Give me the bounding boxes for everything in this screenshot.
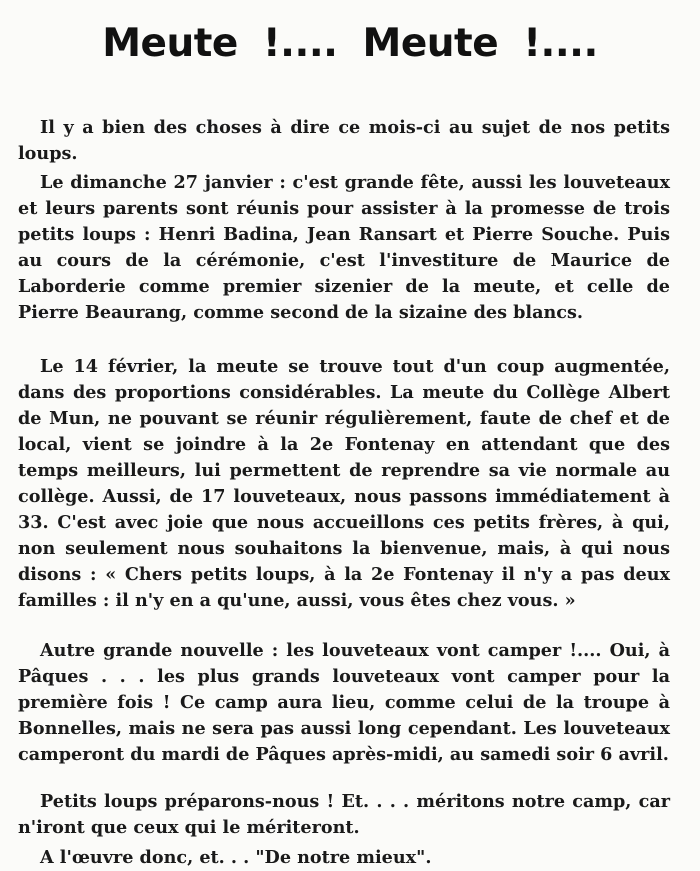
page-title: Meute !.... Meute !.... [102,21,598,66]
paragraph-closing: A l'œuvre donc, et. . . "De notre mieux". [40,846,432,868]
paragraph-preparation: Petits loups préparons-nous ! Et. . . . méritons notre camp, car n'iront que ceux qui le mériteront. [18,790,670,838]
paragraph-pack-merger: Le 14 février, la meute se trouve tout d'un coup augmentée, dans des proportions considérables. La meute du Collège Albert de Mun, ne pouvant se réunir régulièrement, faute de chef et de local, vient se joindre à la 2e Fontenay en attendant que des temps meilleurs, lui permettent de reprendre sa vie normale au collège. Aussi, de 17 louveteaux, nous passons immédiatement à 33. C'est avec joie que nous accueillons ces petits frères, à qui, non seulement nous souhaitons la bienvenue, mais, à qui nous disons : « Chers petits loups, à la 2e Fontenay il n'y a pas deux familles : il n'y en a qu'une, aussi, vous êtes chez vous. » [18,355,670,612]
paragraph-intro: Il y a bien des choses à dire ce mois-ci au sujet de nos petits loups. [18,116,670,164]
paragraph-camp-news: Autre grande nouvelle : les louveteaux vont camper !.... Oui, à Pâques . . . les plus grands louveteaux vont camper pour la première fois ! Ce camp aura lieu, comme celui de la troupe à Bonnelles, mais ne sera pas aussi long cependant. Les louveteaux camperont du mardi de Pâques après-midi, au samedi soir 6 avril. [18,639,670,765]
paragraph-promise-ceremony: Le dimanche 27 janvier : c'est grande fête, aussi les louveteaux et leurs parents sont réunis pour assister à la promesse de trois petits loups : Henri Badina, Jean Ransart et Pierre Souche. Puis au cours de la cérémonie, c'est l'investiture de Maurice de Laborderie comme premier sizenier de la meute, et celle de Pierre Beaurang, comme second de la sizaine des blancs. [18,171,670,324]
